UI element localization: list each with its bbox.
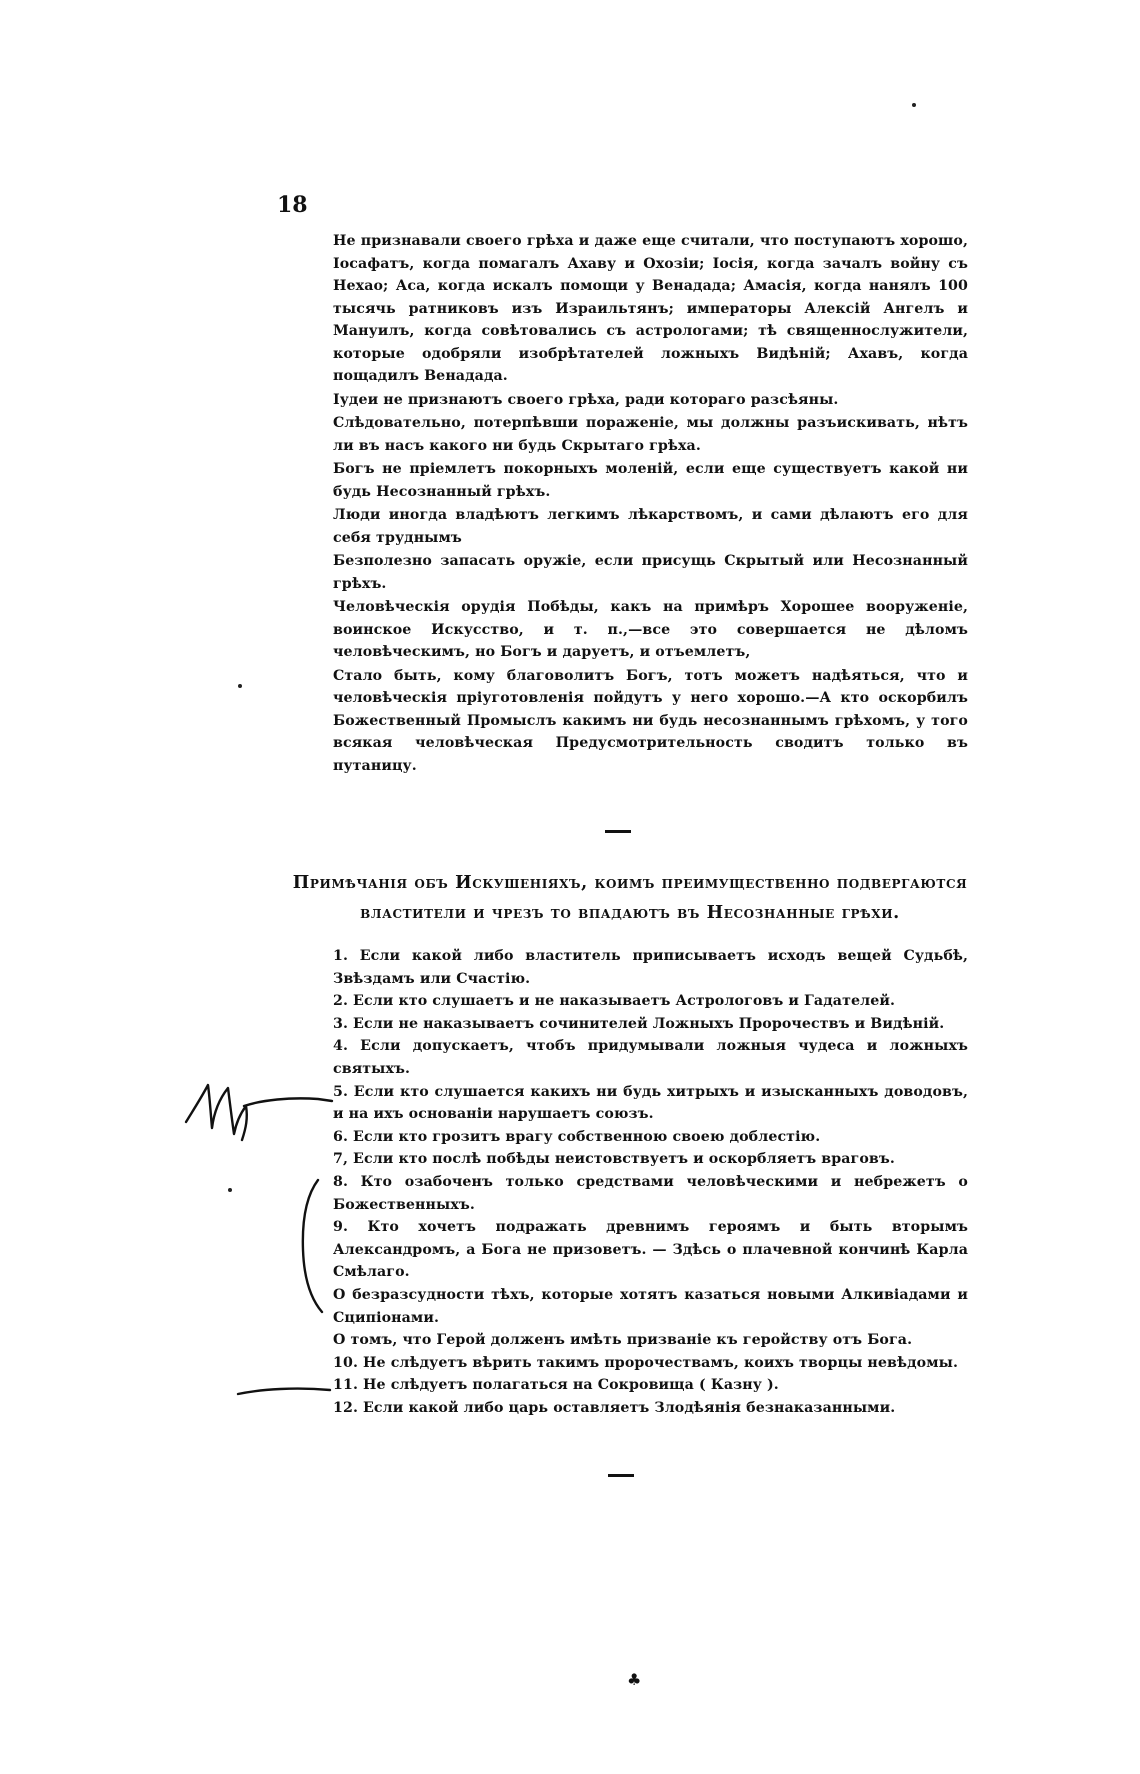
list-item: 1. Если какой либо властитель приписываетъ исходъ вещей Судьбѣ, Звѣздамъ или Счастію. [333, 948, 968, 987]
section-divider [605, 830, 631, 833]
paragraph: Не признавали своего грѣха и даже еще считали, что поступаютъ хорошо, Іосафатъ, когда помагалъ Ахаву и Охозіи; Іосія, когда зачалъ войну съ Нехао; Аса, когда искалъ помощи у Венадада; Амасія, когда нанялъ 100 тысячь ратниковъ изъ Израильтянъ; императоры Алексій Ангелъ и Мануилъ, когда совѣтовались съ астрологами; тѣ священнослужители, которые одобряли изобрѣтателей ложныхъ Видѣній; Ахавъ, когда пощадилъ Венадада. [333, 233, 968, 384]
list-item: 5. Если кто слушается какихъ ни будь хитрыхъ и изысканныхъ доводовъ, и на ихъ основаніи нарушаетъ союзъ. [333, 1083, 968, 1123]
section-heading-line: Примѣчанія объ Искушеніяхъ, коимъ преимущественно подвергаются [292, 873, 968, 893]
speck-mark [238, 684, 242, 688]
paragraph: Безполезно запасать оружіе, если присущь Скрытый или Несознанный грѣхъ. [333, 553, 968, 592]
list-item: 8. Кто озабоченъ только средствами человѣческими и небрежетъ о Божественныхъ. [333, 1173, 968, 1213]
paragraph: Іудеи не признаютъ своего грѣха, ради котораго разсѣяны. [333, 391, 839, 408]
list-item: 12. Если какой либо царь оставляетъ Злодѣянія безнаказанными. [333, 1399, 896, 1416]
paragraph: Слѣдовательно, потерпѣвши пораженіе, мы должны разъискивать, нѣтъ ли въ насъ какого ни будь Скрытаго грѣха. [333, 415, 968, 454]
page-number: 18 [277, 192, 308, 218]
section-heading-line: властители и чрезъ то впадаютъ въ Несознанные грѣхи. [360, 903, 900, 923]
paragraph: Люди иногда владѣютъ легкимъ лѣкарствомъ, и сами дѣлаютъ его для себя труднымъ [333, 507, 968, 546]
section-heading [280, 868, 980, 928]
list-item: О безразсудности тѣхъ, которые хотятъ казаться новыми Алкивіадами и Сципіонами. [333, 1286, 968, 1326]
list-item: 7, Если кто послѣ побѣды неистовствуетъ и оскорбляетъ враговъ. [333, 1151, 895, 1168]
paragraph: Богъ не пріемлетъ покорныхъ моленій, если еще существуетъ какой ни будь Несознанный грѣхъ. [333, 461, 968, 500]
list-item: 10. Не слѣдуетъ вѣрить такимъ пророчествамъ, коихъ творцы невѣдомы. [333, 1354, 958, 1371]
paragraph: Человѣческія орудія Побѣды, какъ на примѣръ Хорошее вооруженіе, воинское Искусство, и т. п.,—все это совершается не дѣломъ человѣческимъ, но Богъ и даруетъ, и отъемлетъ, [333, 599, 968, 660]
margin-bracket [303, 1180, 322, 1312]
margin-pointer-line [244, 1098, 332, 1106]
list-item: О томъ, что Герой долженъ имѣть призваніе къ геройству отъ Бога. [333, 1332, 913, 1349]
list-item: 2. Если кто слушаетъ и не наказываетъ Астрологовъ и Гадателей. [333, 993, 895, 1010]
bottom-ornament-mark: ♣ [627, 1670, 642, 1689]
body-text [333, 230, 968, 777]
speck-mark [912, 103, 916, 107]
margin-scribble-glyph [186, 1085, 247, 1140]
margin-pointer-line [238, 1389, 330, 1394]
paragraph: Стало быть, кому благоволитъ Богъ, тотъ можетъ надѣяться, что и человѣческія пріуготовленія пойдутъ у него хорошо.—А кто оскорбилъ Божественный Промыслъ какимъ ни будь несознаннымъ грѣхомъ, у того всякая человѣческая Предусмотрительность сводитъ только въ путаницу. [333, 667, 968, 774]
list-item: 3. Если не наказываетъ сочинителей Ложныхъ Пророчествъ и Видѣній. [333, 1015, 945, 1032]
list-item: 4. Если допускаетъ, чтобъ придумывали ложныя чудеса и ложныхъ святыхъ. [333, 1038, 968, 1077]
speck-mark [228, 1188, 232, 1192]
list-item: 9. Кто хочетъ подражать древнимъ героямъ и быть вторымъ Александромъ, а Бога не призоветъ. — Здѣсь о плачевной кончинѣ Карла Смѣлаго. [333, 1219, 968, 1281]
list-item: 11. Не слѣдуетъ полагаться на Сокровища ( Казну ). [333, 1377, 779, 1394]
closing-divider [608, 1474, 634, 1477]
numbered-list [333, 945, 968, 1419]
list-item: 6. Если кто грозитъ врагу собственною своею доблестію. [333, 1128, 821, 1145]
